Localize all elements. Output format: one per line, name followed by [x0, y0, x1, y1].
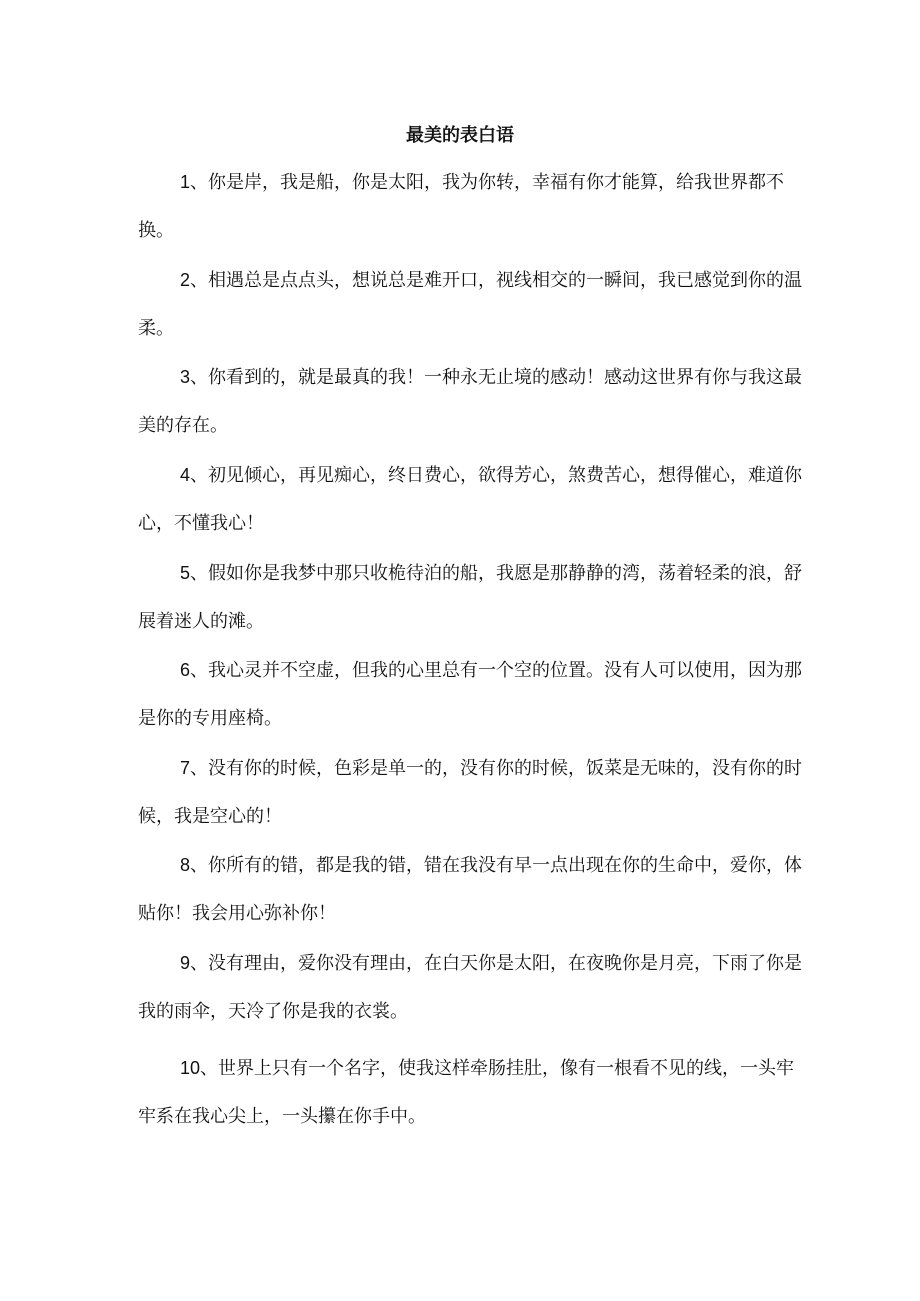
list-item: [138, 549, 806, 646]
list-item: [138, 158, 806, 255]
item-number: 8: [180, 855, 191, 875]
list-item: [138, 256, 806, 353]
list-item: [138, 353, 806, 450]
item-number: 7: [180, 758, 191, 778]
item-text: 、没有你的时候，色彩是单一的，没有你的时候，饭菜是无味的，没有你的时候，我是空心的！: [138, 758, 803, 827]
item-text: 、你所有的错，都是我的错，错在我没有早一点出现在你的生命中，爱你，体贴你！我会用心弥补你！: [138, 855, 803, 924]
list-item: [138, 841, 806, 938]
item-text: 、相遇总是点点头，想说总是难开口，视线相交的一瞬间，我已感觉到你的温柔。: [138, 270, 803, 339]
item-text: 、假如你是我梦中那只收桅待泊的船，我愿是那静静的湾，荡着轻柔的浪，舒展着迷人的滩。: [138, 563, 803, 632]
list-item: [138, 451, 806, 548]
item-text: 、你是岸，我是船，你是太阳，我为你转，幸福有你才能算，给我世界都不换。: [138, 172, 785, 241]
item-number: 6: [180, 660, 191, 680]
item-number: 9: [180, 953, 191, 973]
item-number: 5: [180, 563, 191, 583]
item-text: 、你看到的，就是最真的我！一种永无止境的感动！感动这世界有你与我这最美的存在。: [138, 367, 803, 436]
list-item: [138, 1044, 806, 1141]
item-text: 、我心灵并不空虚，但我的心里总有一个空的位置。没有人可以使用，因为那是你的专用座椅。: [138, 660, 803, 729]
item-text: 、没有理由，爱你没有理由，在白天你是太阳，在夜晚你是月亮，下雨了你是我的雨伞，天冷了你是我的衣裳。: [138, 953, 803, 1022]
item-number: 2: [180, 270, 191, 290]
item-text: 、初见倾心，再见痴心，终日费心，欲得芳心，煞费苦心，想得催心，难道你心，不懂我心！: [138, 465, 803, 534]
item-number: 1: [180, 172, 191, 192]
item-number: 3: [180, 367, 191, 387]
item-number: 4: [180, 465, 191, 485]
list-item: [138, 646, 806, 743]
list-item: [138, 744, 806, 841]
item-text: 、世界上只有一个名字，使我这样牵肠挂肚，像有一根看不见的线，一头牢牢系在我心尖上，一头攥在你手中。: [138, 1058, 795, 1127]
list-item: [138, 939, 806, 1036]
item-number: 10: [180, 1058, 201, 1078]
page-title: 最美的表白语: [406, 125, 514, 146]
